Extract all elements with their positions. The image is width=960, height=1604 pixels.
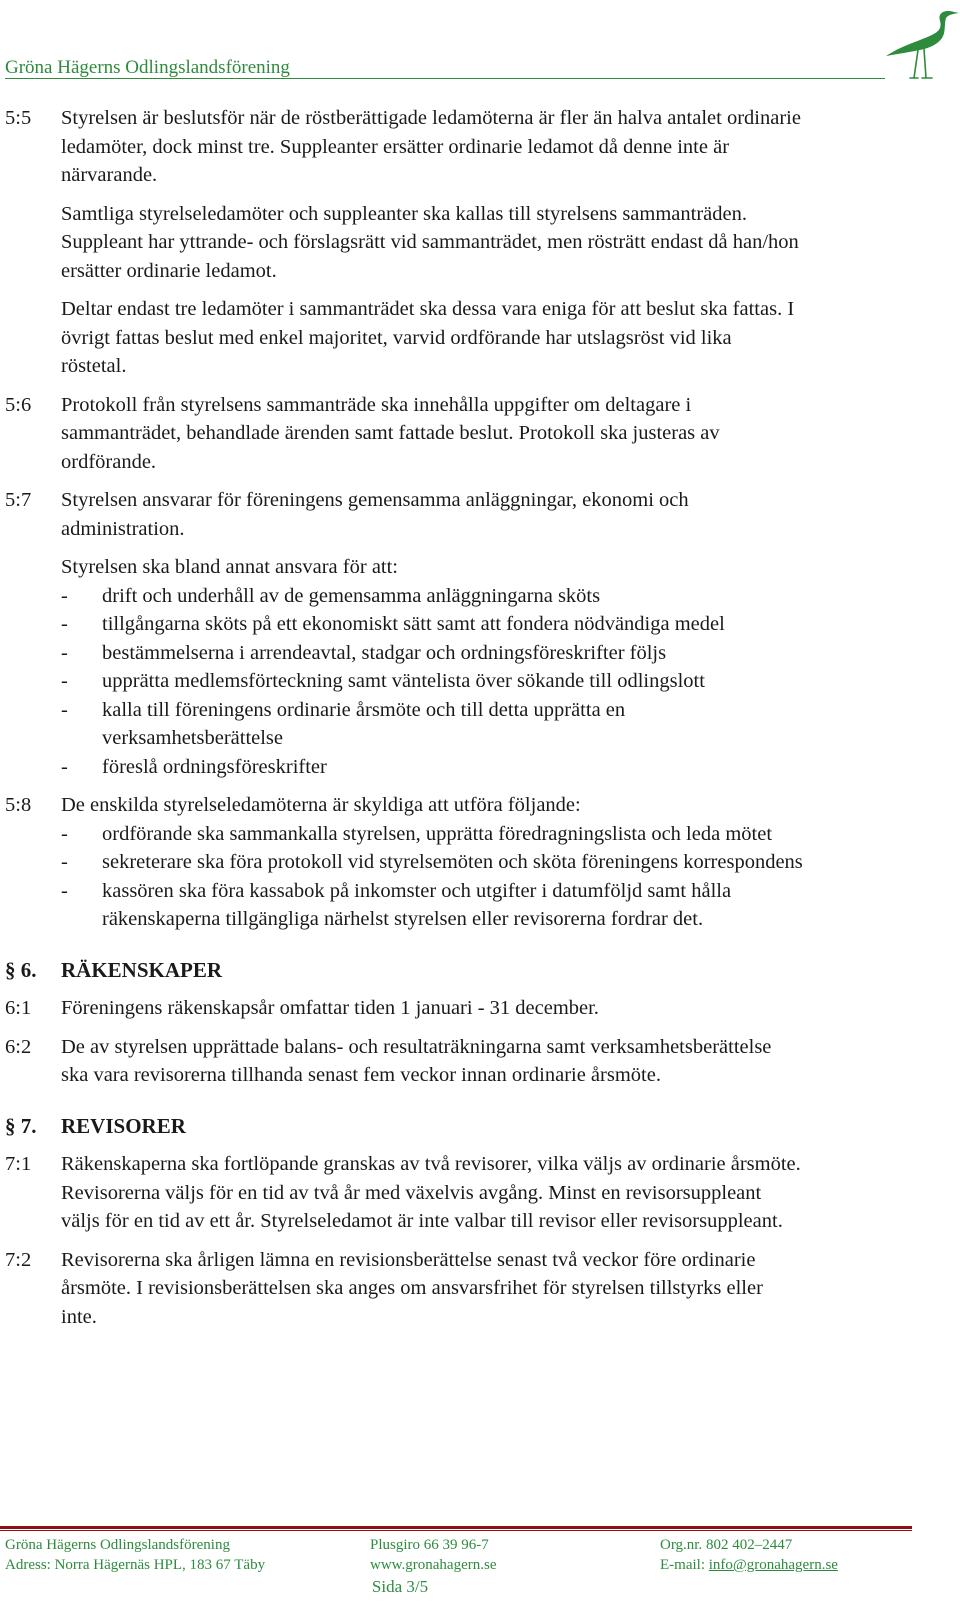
document-body [5, 104, 935, 1331]
section-heading-7 [5, 1112, 935, 1141]
text-line: Föreningens räkenskapsår omfattar tiden 1 januari - 31 december. [61, 997, 599, 1019]
header-org-name: Gröna Hägerns Odlingslandsförening [5, 57, 290, 78]
list-item-text: upprätta medlemsförteckning samt väntelista över sökande till odlingslott [102, 670, 705, 692]
email-label: E-mail: [660, 1557, 709, 1573]
paragraph [61, 104, 935, 190]
text-line: övrigt fattas beslut med enkel majoritet, varvid ordförande har utslagsröst vid lika [61, 326, 732, 349]
text-line: väljs för en tid av ett år. Styrelseledamot är inte valbar till revisor eller revisorsuppleant. [61, 1210, 783, 1232]
text-line: Revisorerna ska årligen lämna en revisionsberättelse senast två veckor före ordinarie [61, 1248, 756, 1271]
list-item-text: kalla till föreningens ordinarie årsmöte och till detta upprätta en [102, 698, 626, 721]
text-line: Styrelsen ansvarar för föreningens gemensamma anläggningar, ekonomi och [61, 489, 689, 511]
footer-website-link[interactable]: www.gronahagern.se [370, 1557, 497, 1573]
page-number: Sida 3/5 [371, 1577, 429, 1596]
text-line: Suppleant har yttrande- och förslagsrätt vid sammanträdet, men rösträtt endast då han/hon [61, 231, 799, 253]
list-item [61, 639, 935, 668]
paragraph [61, 295, 935, 381]
page-footer [0, 1537, 960, 1577]
text-line: Räkenskaperna ska fortlöpande granskas av två revisorer, vilka väljs av ordinarie årsmöte. [61, 1153, 801, 1175]
text-line: Samtliga styrelseledamöter och suppleanter ska kallas till styrelsens sammanträden. [61, 202, 747, 225]
clause-5-7 [5, 486, 935, 781]
list-item-text: sekreterare ska föra protokoll vid styrelsemöten och sköta föreningens korrespondens [102, 851, 803, 873]
section-heading-6 [5, 956, 935, 985]
list-intro: Styrelsen ska bland annat ansvara för att: [61, 556, 398, 578]
dash-marker: - [61, 755, 68, 778]
list-item [61, 696, 935, 753]
footer-orgnr: Org.nr. 802 402–2447 [660, 1537, 793, 1553]
text-line: närvarande. [61, 164, 158, 186]
clause-6-2 [5, 1033, 935, 1090]
dash-marker: - [61, 670, 68, 692]
footer-org-name: Gröna Hägerns Odlingslandsförening [5, 1537, 230, 1553]
footer-address: Adress: Norra Hägernäs HPL, 183 67 Täby [5, 1557, 266, 1573]
text-line: Revisorerna väljs för en tid av två år med växelvis avgång. Minst en revisorsuppleant [61, 1181, 762, 1204]
text-line: administration. [61, 517, 185, 540]
footer-rule [0, 1526, 912, 1529]
clause-number: 5:5 [5, 107, 32, 129]
dash-marker: - [61, 851, 68, 873]
clause-7-1 [5, 1150, 935, 1236]
list-intro: De enskilda styrelseledamöterna är skyldiga att utföra följande: [61, 794, 581, 816]
clause-7-2 [5, 1246, 935, 1332]
list-item [61, 667, 935, 696]
dash-marker: - [61, 641, 68, 664]
text-line: ska vara revisorerna tillhanda senast fem veckor innan ordinarie årsmöte. [61, 1064, 661, 1086]
text-line: Protokoll från styrelsens sammanträde ska innehålla uppgifter om deltagare i [61, 393, 692, 416]
footer-plusgiro: Plusgiro 66 39 96-7 [370, 1537, 489, 1553]
clause-number: 6:1 [5, 997, 32, 1019]
dash-marker: - [61, 613, 68, 635]
clause-6-1 [5, 994, 935, 1023]
clause-number: 5:7 [5, 489, 32, 511]
dash-marker: - [61, 822, 68, 845]
clause-5-6 [5, 391, 935, 477]
list-item-text: räkenskaperna tillgängliga närhelst styrelsen eller revisorerna fordrar det. [102, 908, 704, 930]
text-line: Deltar endast tre ledamöter i sammanträdet ska dessa vara eniga för att beslut ska fattas. I [61, 298, 795, 320]
email-link[interactable]: info@gronahagern.se [708, 1557, 838, 1573]
list-item [61, 582, 935, 611]
footer-rule-thin [0, 1530, 912, 1531]
text-line: De av styrelsen upprättade balans- och resultaträkningarna samt verksamhetsberättelse [61, 1035, 772, 1058]
paragraph [61, 200, 935, 286]
list-item-text: ordförande ska sammankalla styrelsen, upprätta föredragningslista och leda mötet [102, 822, 773, 845]
clause-5-8 [5, 791, 935, 934]
text-line: inte. [61, 1305, 97, 1328]
list-item [61, 877, 935, 934]
text-line: ordförande. [61, 450, 157, 473]
list-item-text: kassören ska föra kassabok på inkomster och utgifter i datumföljd samt hålla [102, 879, 732, 902]
text-line: ersätter ordinarie ledamot. [61, 259, 277, 282]
section-number: § 6. [5, 957, 37, 982]
dash-marker: - [61, 584, 68, 607]
text-line: sammanträdet, behandlade ärenden samt fattade beslut. Protokoll ska justeras av [61, 422, 720, 444]
list-item [61, 610, 935, 639]
list-item [61, 820, 935, 849]
text-line: årsmöte. I revisionsberättelsen ska anges om ansvarsfrihet för styrelsen tillstyrks eller [61, 1277, 763, 1299]
list-item-text: drift och underhåll av de gemensamma anläggningarna sköts [102, 584, 601, 607]
section-title: RÄKENSKAPER [61, 957, 223, 982]
clause-number: 7:1 [5, 1153, 32, 1175]
section-title: REVISORER [61, 1113, 186, 1138]
clause-5-5 [5, 104, 935, 381]
list-item-text: verksamhetsberättelse [102, 727, 284, 749]
section-number: § 7. [5, 1113, 37, 1138]
text-line: Styrelsen är beslutsför när de röstberättigade ledamöterna är fler än halva antalet ordinarie [61, 107, 801, 129]
dash-marker: - [61, 698, 68, 721]
clause-number: 5:6 [5, 393, 32, 416]
clause-number: 5:8 [5, 794, 32, 816]
text-line: röstetal. [61, 355, 127, 377]
clause-number: 7:2 [5, 1248, 32, 1271]
list-item-text: föreslå ordningsföreskrifter [102, 755, 327, 778]
list-item [61, 848, 935, 877]
footer-email [660, 1557, 838, 1574]
header-rule [5, 78, 885, 79]
text-line: ledamöter, dock minst tre. Suppleanter ersätter ordinarie ledamot då denne inte är [61, 135, 730, 158]
list-item-text: tillgångarna sköts på ett ekonomiskt sätt samt att fondera nödvändiga medel [102, 613, 725, 635]
dash-marker: - [61, 879, 68, 902]
list-item [61, 753, 935, 782]
heron-logo-icon [880, 6, 960, 80]
clause-number: 6:2 [5, 1035, 32, 1058]
list-item-text: bestämmelserna i arrendeavtal, stadgar och ordningsföreskrifter följs [102, 641, 667, 664]
